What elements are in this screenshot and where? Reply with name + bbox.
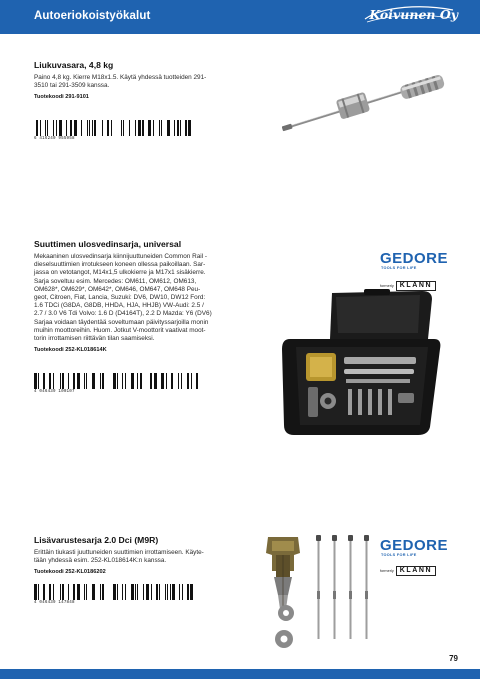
barcode-bar [113, 373, 116, 389]
barcode-bars [34, 373, 199, 389]
barcode-bar [159, 584, 160, 600]
barcode-bar [77, 584, 80, 600]
barcode-bar [121, 120, 122, 136]
product-code: Tuotekoodi 291-9101 [34, 94, 89, 101]
barcode-bar [94, 120, 96, 136]
barcode-bar [73, 584, 75, 600]
barcode-bar [92, 373, 95, 389]
barcode-bar [43, 584, 45, 600]
barcode-bar [60, 584, 61, 600]
barcode-bar [154, 373, 157, 389]
brand-name: Koivunen Oy [369, 7, 458, 22]
barcode-bar [68, 584, 69, 600]
barcode-bar [102, 584, 104, 600]
barcode-bar [125, 584, 126, 600]
barcode-bar [123, 120, 124, 136]
barcode-bar [43, 373, 45, 389]
barcode-bar [174, 120, 175, 136]
barcode-bar [56, 120, 57, 136]
barcode-bar [140, 373, 142, 389]
barcode-bar [138, 120, 141, 136]
product-description [34, 74, 264, 90]
barcode-bar [151, 584, 152, 600]
barcode-bar [89, 120, 90, 136]
barcode-bar [53, 120, 54, 136]
barcode-bar [185, 120, 187, 136]
barcode-bar [107, 120, 109, 136]
barcode-bar [122, 373, 123, 389]
barcode-bar [117, 373, 118, 389]
barcode-bar [117, 584, 118, 600]
barcode-bar [146, 584, 149, 600]
klann-wordmark: KLANN [396, 281, 437, 291]
barcode-bar [100, 373, 101, 389]
barcode-bar [53, 373, 54, 389]
description-line: jassa on vetotangot, M14x1,5 ulkokierre ja M17x1 sisäkierre. [34, 269, 206, 277]
description-line: Sarja soveltuu esim. Mercedes: OM611, OM612, OM613, [34, 277, 197, 285]
barcode-bar [129, 120, 130, 136]
barcode-bar [171, 373, 173, 389]
barcode-bar [137, 584, 138, 600]
gedore-logo [380, 538, 448, 557]
description-line: 2.7 / 3.0 V6 Tdi Volvo: 1.6 D (D4164T), 2.2 D Mazda: Y6 (DV6) [34, 310, 212, 318]
description-line: geot, Citroen, Fiat, Lancia, Suzuki: DV6, DW10, DW12 Ford: [34, 294, 206, 302]
barcode-bar [179, 584, 180, 600]
barcode-bar [148, 120, 151, 136]
barcode-bar [159, 120, 160, 136]
barcode-bar [86, 584, 87, 600]
barcode-bar [196, 373, 198, 389]
product-title: Liukuvasara, 4,8 kg [34, 60, 114, 70]
barcode-bar [150, 373, 152, 389]
barcode-bar [84, 584, 85, 600]
barcode-bar [187, 373, 189, 389]
product-code: Tuotekoodi 252-KL0186202 [34, 569, 106, 576]
barcode-bar [49, 373, 51, 389]
description-line: 3510 tai 291-3509 kanssa. [34, 82, 110, 90]
puller-pins [316, 535, 369, 639]
barcode-digits: 4 046439 147848 [34, 601, 75, 605]
product-code: Tuotekoodi 252-KL018614K [34, 347, 107, 354]
description-line: dieselsuuttimien irrotukseen koneen ollessa paikoillaan. Sar- [34, 261, 206, 269]
barcode-bar [143, 584, 144, 600]
barcode-bar [73, 373, 75, 389]
description-line: Erittäin tiukasti juuttuneiden suuttimien irrottamiseen. Käyte- [34, 549, 204, 556]
description-line: Mekaaninen ulosvedinsarja kiinnijuuttuneiden Common Rail - [34, 253, 207, 260]
barcode-bar [84, 373, 85, 389]
description-line: 1.6 TDCi (G8DA, G8DB, HHDA, HJA, HHJB) VW-Audi: 2.5 / [34, 302, 204, 310]
barcode-bars [34, 120, 193, 136]
page-number: 79 [449, 654, 458, 663]
brand-swoosh-icon [363, 4, 455, 26]
barcode-bar [87, 120, 88, 136]
barcode-bar [177, 120, 179, 136]
barcode-bar [68, 373, 69, 389]
barcode [34, 584, 195, 605]
product-title: Suuttimen ulosvedinsarja, universal [34, 239, 182, 249]
barcode-bar [40, 120, 41, 136]
product-injector-puller-set [34, 239, 270, 353]
barcode-bar [47, 120, 48, 136]
barcode-bar [190, 584, 193, 600]
barcode-bar [156, 584, 158, 600]
page-header [0, 0, 480, 34]
product-title: Lisävarustesarja 2.0 Dci (M9R) [34, 535, 159, 545]
barcode-bar [34, 584, 37, 600]
formerly-label: formerly [380, 568, 394, 573]
description-line: OM628*, OM629*, OM642*, OM646, OM647, OM648 Peu- [34, 285, 201, 293]
barcode-bar [131, 373, 134, 389]
barcode-bar [66, 120, 67, 136]
brand-logo [369, 7, 458, 22]
barcode-bar [167, 120, 170, 136]
product-description [34, 253, 270, 343]
klann-logo [380, 562, 436, 580]
barcode-bar [102, 373, 104, 389]
gedore-tagline: TOOLS FOR LIFE [381, 266, 417, 270]
gedore-tagline: TOOLS FOR LIFE [381, 553, 417, 557]
barcode-bar [92, 120, 93, 136]
product-accessory-set [34, 535, 270, 575]
barcode-bar [86, 373, 87, 389]
barcode-bar [77, 373, 80, 389]
barcode-bar [187, 584, 189, 600]
barcode-bar [74, 120, 77, 136]
barcode-bar [45, 120, 46, 136]
barcode-bar [131, 584, 134, 600]
klann-wordmark: KLANN [396, 566, 437, 576]
barcode-bar [113, 584, 116, 600]
barcode-bar [181, 373, 182, 389]
barcode-bar [161, 120, 162, 136]
barcode-bar [165, 584, 166, 600]
barcode-bar [102, 120, 103, 136]
barcode-bar [125, 373, 126, 389]
product-slide-hammer [34, 60, 264, 100]
barcode-bar [36, 120, 38, 136]
barcode-digits: 6 416240 955958 [34, 137, 75, 141]
accessory-set-image [264, 531, 376, 655]
barcode-bar [60, 373, 61, 389]
barcode-bar [166, 373, 167, 389]
gedore-logo [380, 251, 448, 270]
slide-hammer-image [282, 74, 448, 134]
barcode-bar [34, 373, 37, 389]
barcode-bar [135, 584, 136, 600]
gedore-wordmark: GEDORE [380, 537, 449, 554]
barcode-bar [135, 120, 136, 136]
barcode-bar [172, 584, 175, 600]
description-line: Paino 4,8 kg. Kierre M18x1.5. Käytä yhdessä tuotteiden 291- [34, 74, 207, 81]
formerly-label: formerly [380, 283, 394, 288]
barcode-bar [53, 584, 54, 600]
barcode-bar [81, 120, 82, 136]
barcode-digits: 4 046439 100107 [34, 390, 75, 394]
product-description [34, 549, 270, 565]
barcode-bar [153, 120, 154, 136]
barcode-bar [170, 584, 171, 600]
barcode-bar [180, 120, 181, 136]
barcode-bar [122, 584, 123, 600]
barcode-bar [167, 584, 168, 600]
barcode-bar [38, 584, 39, 600]
barcode-bar [92, 584, 95, 600]
barcode-bar [49, 584, 51, 600]
barcode-bar [188, 120, 191, 136]
barcode-bar [161, 373, 164, 389]
gedore-wordmark: GEDORE [380, 250, 449, 267]
barcode-bar [62, 584, 64, 600]
barcode-bar [142, 120, 144, 136]
barcode-bar [59, 120, 62, 136]
barcode [34, 120, 193, 141]
description-line: torin irrottamisen riittävän tilan saamiseksi. [34, 335, 155, 343]
page-footer-bar [0, 669, 480, 679]
description-line: muihin moottoreihin. Huom. Jotkut V-moottorit vaativat moot- [34, 326, 206, 334]
barcode-bar [191, 373, 192, 389]
description-line: Sarjaa voidaan täydentää soveltumaan päivityssarjoilla monin [34, 318, 209, 326]
barcode-bar [70, 120, 72, 136]
barcode-bars [34, 584, 195, 600]
barcode-bar [38, 373, 39, 389]
page-title: Autoeriokoistyökalut [34, 10, 151, 22]
barcode-bar [100, 584, 101, 600]
barcode-bar [178, 373, 179, 389]
description-line: tään yhdessä esim. 252-KL018614K:n kanssa. [34, 557, 167, 565]
barcode-bar [62, 373, 64, 389]
barcode-bar [137, 373, 138, 389]
barcode-bar [111, 120, 112, 136]
barcode [34, 373, 199, 394]
barcode-bar [182, 584, 183, 600]
injector-puller-case-image [272, 287, 448, 439]
